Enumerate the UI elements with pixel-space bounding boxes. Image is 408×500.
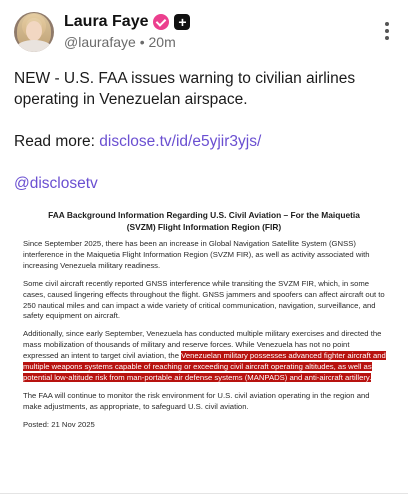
mention-line: [14, 173, 394, 194]
separator-dot: •: [139, 34, 145, 50]
read-more-label: Read more:: [14, 133, 100, 150]
document-paragraph-1: Since September 2025, there has been an increase in Global Navigation Satellite System (GNSS) interference in the Maiquetia Flight Information Region (SVZM FIR), as well as activity associated with increasing Venezuela military readiness.: [23, 239, 370, 270]
post-header: [14, 12, 394, 56]
verified-check-icon: [153, 14, 169, 30]
kebab-dot: [385, 22, 389, 26]
document-posted-date: Posted: 21 Nov 2025: [23, 419, 95, 429]
author-handle-row: [64, 34, 176, 50]
author-handle[interactable]: @laurafaye: [64, 34, 136, 50]
post-divider: [0, 493, 408, 494]
document-paragraph-4: The FAA will continue to monitor the risk environment for U.S. civil aviation operating in the region and make adjustments, as appropriate, to safeguard U.S. civil aviation.: [23, 390, 370, 411]
mention-link[interactable]: @disclosetv: [14, 175, 98, 192]
document-body: [23, 239, 387, 438]
more-vertical-icon[interactable]: [382, 22, 392, 40]
document-paragraph-2: Some civil aircraft recently reported GNSS interference while transiting the SVZM FIR, which, in some cases, caused lingering effects throughout the flight. GNSS jammers and spoofers can affect aircraft out to 250 nautical miles and can impact a wide variety of critical communication, navigation, surveillance, and safety equipment on aircraft.: [23, 278, 385, 321]
post-time: 20m: [148, 34, 176, 50]
document-paragraph-3-text: Additionally, since early September, Venezuela has conducted multiple military exercises and directed the mass mobilization of thousands of military and reserve forces. While Venezuela has not no point expressed an intent to target civil aviation, the: [23, 329, 382, 361]
document-paragraph-3: [23, 329, 387, 384]
attached-document-image[interactable]: [14, 196, 394, 490]
avatar[interactable]: [14, 12, 54, 52]
avatar-shoulders: [16, 40, 52, 52]
kebab-dot: [385, 36, 389, 40]
post-text: [14, 68, 394, 194]
paragraph-gap: [14, 152, 394, 173]
highlighted-text: Venezuelan military possesses advanced fighter aircraft and multiple weapons systems capable of reaching or exceeding civil aircraft operating altitudes, as well as potential low-altitude risk from man-portable air defense systems (MANPADS) and anti-aircraft artillery.: [23, 351, 386, 382]
post-headline: NEW - U.S. FAA issues warning to civilian airlines operating in Venezuelan airspace.: [14, 70, 356, 108]
kebab-dot: [385, 29, 389, 33]
author-name-row: [64, 13, 190, 31]
avatar-face: [26, 21, 42, 41]
document-title: FAA Background Information Regarding U.S. Civil Aviation – For the Maiquetia (SVZM) Flight Information Region (FIR): [48, 210, 360, 232]
read-more-line: [14, 131, 394, 152]
plus-subscription-icon[interactable]: +: [174, 14, 190, 30]
paragraph-gap: [14, 110, 394, 131]
article-link[interactable]: disclose.tv/id/e5yjir3yjs/: [99, 133, 262, 150]
author-display-name[interactable]: Laura Faye: [64, 13, 149, 30]
